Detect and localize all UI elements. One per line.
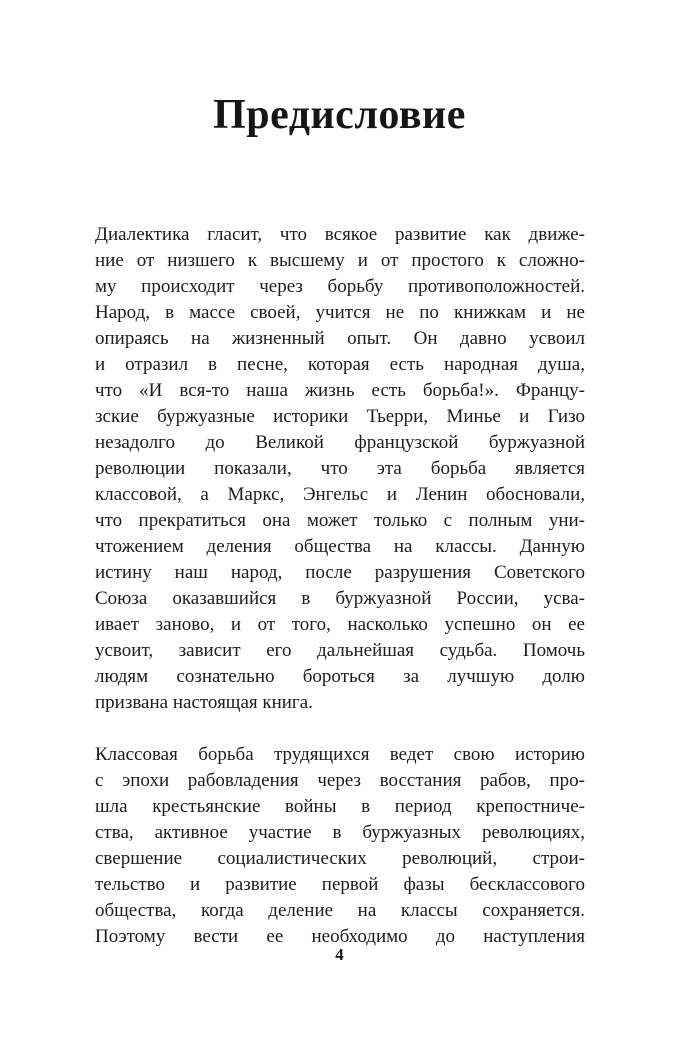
text-line: незадолго до Великой французской буржуазной [95,432,585,453]
text-line: классовой, а Маркс, Энгельс и Ленин обосновали, [95,484,585,505]
text-line: общества, когда деление на классы сохраняется. [95,900,585,921]
text-line: шла крестьянские войны в период крепостниче- [95,796,585,817]
text-line: что прекратиться она может только с полным уни- [95,510,585,531]
text-line: усвоит, зависит его дальнейшая судьба. Помочь [95,640,585,661]
text-line: чтожением деления общества на классы. Данную [95,536,585,557]
text-line: опираясь на жизненный опыт. Он давно усвоил [95,328,585,349]
text-line: призвана настоящая книга. [95,692,313,713]
text-line: Диалектика гласит, что всякое развитие как движе- [95,224,585,245]
text-line: свершение социалистических революций, строи- [95,848,585,869]
text-line: Поэтому вести ее необходимо до наступления [95,926,585,947]
text-line: что «И вся-то наша жизнь есть борьба!». Францу- [95,380,585,401]
text-line: Народ, в массе своей, учится не по книжкам и не [95,302,585,323]
paragraph [95,742,585,950]
text-line: истину наш народ, после разрушения Советского [95,562,585,583]
text-line: ние от низшего к высшему и от простого к сложно- [95,250,585,271]
text-line: тельство и развитие первой фазы бесклассового [95,874,585,895]
page-title: Предисловие [213,92,466,138]
text-line: людям сознательно бороться за лучшую долю [95,666,585,687]
text-line: му происходит через борьбу противоположностей. [95,276,585,297]
text-line: революции показали, что эта борьба является [95,458,585,479]
text-line: Союза оказавшийся в буржуазной России, усва- [95,588,585,609]
text-line: ивает заново, и от того, насколько успешно он ее [95,614,585,635]
text-line: зские буржуазные историки Тьерри, Минье и Гизо [95,406,585,427]
text-line: и отразил в песне, которая есть народная душа, [95,354,585,375]
text-line: с эпохи рабовладения через восстания рабов, про- [95,770,585,791]
text-block [95,222,585,976]
page-number: 4 [335,945,344,964]
text-line: ства, активное участие в буржуазных революциях, [95,822,585,843]
paragraph [95,222,585,716]
text-line: Классовая борьба трудящихся ведет свою историю [95,744,585,765]
